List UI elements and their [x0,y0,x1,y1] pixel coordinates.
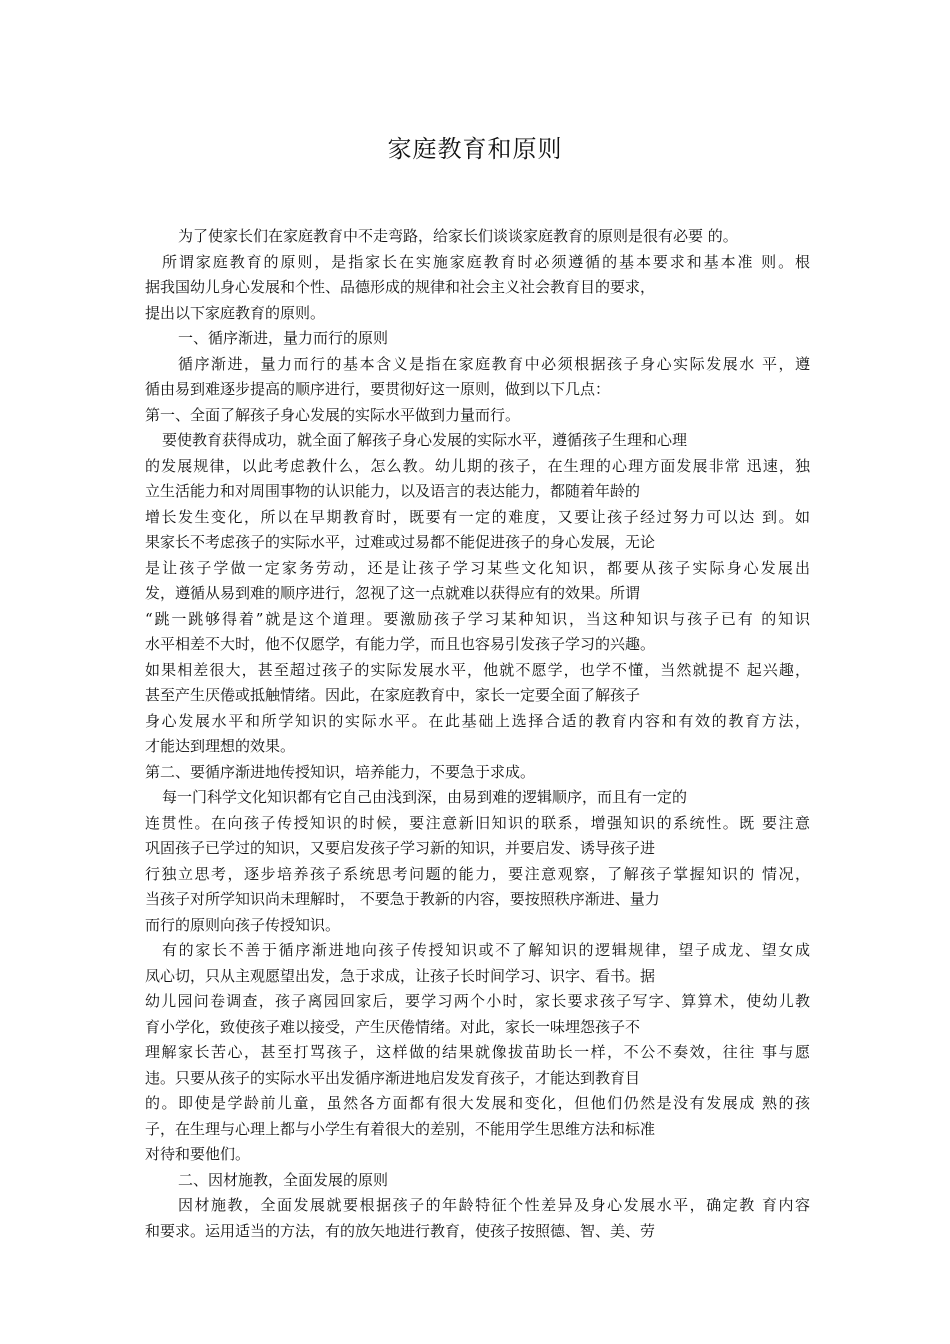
text-line: 提出以下家庭教育的原则。 [145,304,326,322]
section-heading: 二、因材施教，全面发展的原则 [178,1171,389,1189]
text-line: 每一门科学文化知识都有它自己由浅到深，由易到难的逻辑顺序，而且有一定的 [162,788,688,806]
text-line: 据我国幼儿身心发展和个性、品德形成的规律和社会主义社会教育目的要求， [145,278,656,296]
text-line: 而行的原则向孩子传授知识。 [145,916,341,934]
text-line: 为了使家长们在家庭教育中不走弯路，给家长们谈谈家庭教育的原则是很有必要 的。 [178,227,738,245]
text-line: 身心发展水平和所学知识的实际水平。在此基础上选择合适的教育内容和有效的教育方法， [145,712,810,730]
text-line: 和要求。运用适当的方法，有的放矢地进行教育，使孩子按照德、智、美、劳 [145,1222,656,1240]
text-line: 巩固孩子已学过的知识，又要启发孩子学习新的知识，并要启发、诱导孩子进 [145,839,656,857]
text-line: 发，遵循从易到难的顺序进行，忽视了这一点就难以获得应有的效果。所谓 [145,584,641,602]
text-line: 水平相差不大时，他不仅愿学，有能力学，而且也容易引发孩子学习的兴趣。 [145,635,656,653]
text-line: 是让孩子学做一定家务劳动，还是让孩子学习某些文化知识，都要从孩子实际身心发展出 [145,559,810,577]
text-line: 育小学化，致使孩子难以接受，产生厌倦情绪。对此，家长一味埋怨孩子不 [145,1018,641,1036]
section-heading: 一、循序渐进，量力而行的原则 [178,329,389,347]
text-line: 子，在生理与心理上都与小学生有着很大的差别，不能用学生思维方法和标准 [145,1120,656,1138]
text-line: 立生活能力和对周围事物的认识能力，以及语言的表达能力，都随着年龄的 [145,482,641,500]
text-line: 幼儿园问卷调查，孩子离园回家后，要学习两个小时，家长要求孩子写字、算算术，使幼儿教 [145,992,810,1010]
subsection-heading: 第二、要循序渐进地传授知识，培养能力，不要急于求成。 [145,763,536,781]
text-line: 如果相差很大，甚至超过孩子的实际发展水平，他就不愿学，也学不懂，当然就提不 起兴趣， [145,661,810,679]
text-line: 循序渐进，量力而行的基本含义是指在家庭教育中必须根据孩子身心实际发展水 平，遵 [178,355,810,373]
text-line: 增长发生变化，所以在早期教育时，既要有一定的难度，又要让孩子经过努力可以达 到。如 [145,508,810,526]
text-line: 当孩子对所学知识尚未理解时， 不要急于教新的内容，要按照秩序渐进、量力 [145,890,660,908]
text-line: “跳一跳够得着”就是这个道理。要激励孩子学习某种知识，当这种知识与孩子已有 的知识 [145,610,810,628]
text-line: 违。只要从孩子的实际水平出发循序渐进地启发发育孩子，才能达到教育目 [145,1069,641,1087]
text-line: 有的家长不善于循序渐进地向孩子传授知识或不了解知识的逻辑规律，望子成龙、望女成 [162,941,810,959]
text-line: 行独立思考，逐步培养孩子系统思考问题的能力，要注意观察，了解孩子掌握知识的 情况， [145,865,810,883]
text-line: 理解家长苦心，甚至打骂孩子，这样做的结果就像拔苗助长一样，不公不奏效，往往 事与愿 [145,1043,810,1061]
text-line: 凤心切，只从主观愿望出发，急于求成，让孩子长时间学习、识字、看书。据 [145,967,656,985]
text-line: 循由易到难逐步提高的顺序进行，要贯彻好这一原则，做到以下几点： [145,380,611,398]
subsection-heading: 第一、全面了解孩子身心发展的实际水平做到力量而行。 [145,406,521,424]
text-line: 的。即使是学龄前儿童，虽然各方面都有很大发展和变化，但他们仍然是没有发展成 熟的孩 [145,1094,810,1112]
text-line: 连贯性。在向孩子传授知识的时候，要注意新旧知识的联系，增强知识的系统性。既 要注意 [145,814,810,832]
text-line: 要使教育获得成功，就全面了解孩子身心发展的实际水平，遵循孩子生理和心理 [162,431,688,449]
text-line: 的发展规律，以此考虑教什么，怎么教。幼儿期的孩子，在生理的心理方面发展非常 迅速，独 [145,457,810,475]
text-line: 因材施教，全面发展就要根据孩子的年龄特征个性差异及身心发展水平，确定教 育内容 [178,1196,810,1214]
text-line: 所谓家庭教育的原则，是指家长在实施家庭教育时必须遵循的基本要求和基本准 则。根 [162,253,810,271]
document-title: 家庭教育和原则 [387,135,563,163]
text-line: 果家长不考虑孩子的实际水平，过难或过易都不能促进孩子的身心发展，无论 [145,533,656,551]
text-line: 甚至产生厌倦或抵触情绪。因此，在家庭教育中，家长一定要全面了解孩子 [145,686,641,704]
text-line: 才能达到理想的效果。 [145,737,296,755]
text-line: 对待和要他们。 [145,1145,251,1163]
